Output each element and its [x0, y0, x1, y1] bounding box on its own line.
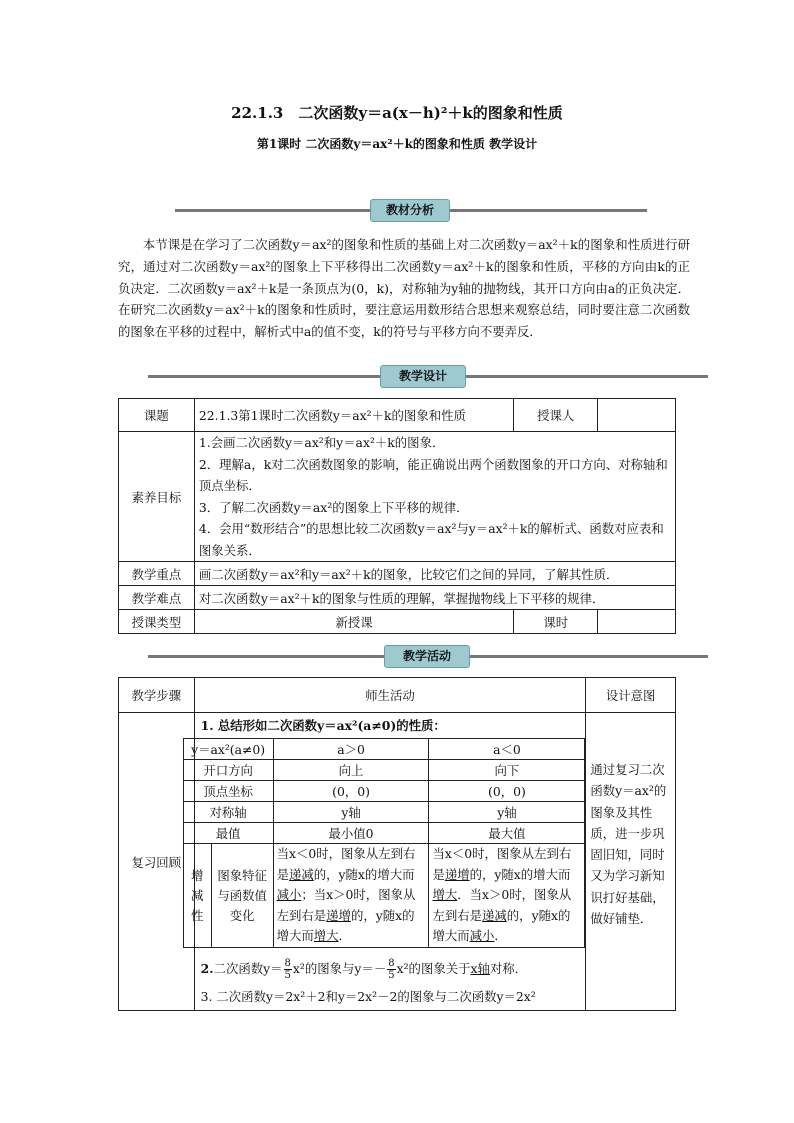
monotonicity-positive: 当x＜0时，图象从左到右是递减的，y随x的增大而减小；当x＞0时，图象从左到右是递增的，y随x的增大而增大．: [273, 844, 429, 948]
type-value: 新授课: [194, 610, 513, 634]
inner-cell: (0，0): [273, 781, 429, 802]
topic-value: 22.1.3第1课时二次函数y＝ax²＋k的图象和性质: [194, 399, 513, 432]
inner-cell: 最小值0: [273, 823, 429, 844]
design-table: [118, 398, 676, 634]
key-label: 教学重点: [119, 562, 195, 586]
inner-cell: (0，0): [429, 781, 585, 802]
fraction: $\frac{8}{5}$: [388, 958, 395, 981]
inner-row-label: 最值: [183, 823, 273, 844]
section-badge-activity: 教学活动: [384, 645, 470, 668]
inner-row-label: 开口方向: [183, 760, 273, 781]
header-step: 教学步骤: [119, 678, 195, 713]
inner-cell: 向下: [429, 760, 585, 781]
inner-cell: 向上: [273, 760, 429, 781]
header-activity: 师生活动: [194, 678, 586, 713]
analysis-paragraph: 本节课是在学习了二次函数y＝ax²的图象和性质的基础上对二次函数y＝ax²＋k的图象和性质进行研究，通过对二次函数y＝ax²的图象上下平移得出二次函数y＝ax²＋k的图象和性质，平移的方向由k的正负决定．二次函数y＝ax²＋k是一条顶点为(0，k)，对称轴为y轴的抛物线，其开口方向由a的正负决定．在研究二次函数y＝ax²＋k的图象和性质时，要注意运用数形结合思想来观察总结，同时要注意二次函数的图象在平移的过程中，解析式中a的值不变，k的符号与平移方向不要弄反．: [118, 237, 690, 340]
step-review: 复习回顾: [119, 713, 195, 1011]
properties-table: [183, 738, 586, 948]
page-subtitle: 第1课时 二次函数y＝ax²＋k的图象和性质 教学设计: [256, 137, 538, 151]
difficult-label: 教学难点: [119, 586, 195, 610]
inner-cell: y轴: [429, 802, 585, 823]
type-label: 授课类型: [119, 610, 195, 634]
fraction: $\frac{8}{5}$: [284, 958, 291, 981]
hours-label: 课时: [514, 610, 598, 634]
goal-item: 2．理解a，k对二次函数图象的影响，能正确说出两个函数图象的开口方向、对称轴和顶点坐标．: [198, 456, 668, 493]
topic-label: 课题: [119, 399, 195, 432]
monotonicity-label: 增减性: [183, 844, 211, 948]
monotonicity-negative: 当x＜0时，图象从左到右是递增的，y随x的增大而增大．当x＞0时，图象从左到右是递减的，y随x的增大而减小．: [429, 844, 585, 948]
item-3: 3. 二次函数y＝2x²＋2和y＝2x²－2的图象与二次函数y＝2x²: [200, 989, 536, 1004]
activity-content: [190, 713, 586, 1011]
goals-list: [194, 432, 675, 562]
page-title: 22.1.3 二次函数y＝a(x－h)²＋k的图象和性质: [231, 104, 563, 122]
inner-row-label: 顶点坐标: [183, 781, 273, 802]
goal-item: 1.会画二次函数y＝ax²和y＝ax²＋k的图象．: [198, 435, 445, 450]
difficult-value: 对二次函数y＝ax²＋k的图象与性质的理解，掌握抛物线上下平移的规律．: [194, 586, 675, 610]
key-value: 画二次函数y＝ax²和y＝ax²＋k的图象，比较它们之间的异同，了解其性质．: [194, 562, 675, 586]
item-2: 2.二次函数y＝ $\frac{8}{5}$ x²的图象与y＝－ $\frac{8}{5}$ x²的图象关于x轴对称．: [200, 958, 528, 981]
inner-head: a＞0: [273, 739, 429, 760]
inner-cell: 最大值: [429, 823, 585, 844]
inner-cell: y轴: [273, 802, 429, 823]
item-1: 1. 总结形如二次函数y＝ax²(a≠0)的性质：: [200, 718, 446, 733]
teacher-label: 授课人: [514, 399, 598, 432]
monotonicity-sub: 图象特征与函数值变化: [211, 844, 273, 948]
intent-text: 通过复习二次函数y＝ax²的图象及其性质，进一步巩固旧知，同时又为学习新知识打好基础，做好铺垫．: [586, 713, 676, 1011]
section-badge-analysis: 教材分析: [370, 199, 450, 222]
header-intent: 设计意图: [586, 678, 676, 713]
section-badge-design: 教学设计: [380, 365, 466, 388]
goal-item: 4．会用“数形结合”的思想比较二次函数y＝ax²与y＝ax²＋k的解析式、函数对应表和图象关系．: [198, 521, 664, 558]
inner-head: a＜0: [429, 739, 585, 760]
goals-label: 素养目标: [119, 432, 195, 562]
inner-head: y＝ax²(a≠0): [183, 739, 273, 760]
inner-row-label: 对称轴: [183, 802, 273, 823]
hours-value: [598, 610, 676, 634]
goal-item: 3．了解二次函数y＝ax²的图象上下平移的规律．: [198, 499, 469, 515]
activity-table: [118, 677, 676, 1011]
teacher-value: [598, 399, 676, 432]
